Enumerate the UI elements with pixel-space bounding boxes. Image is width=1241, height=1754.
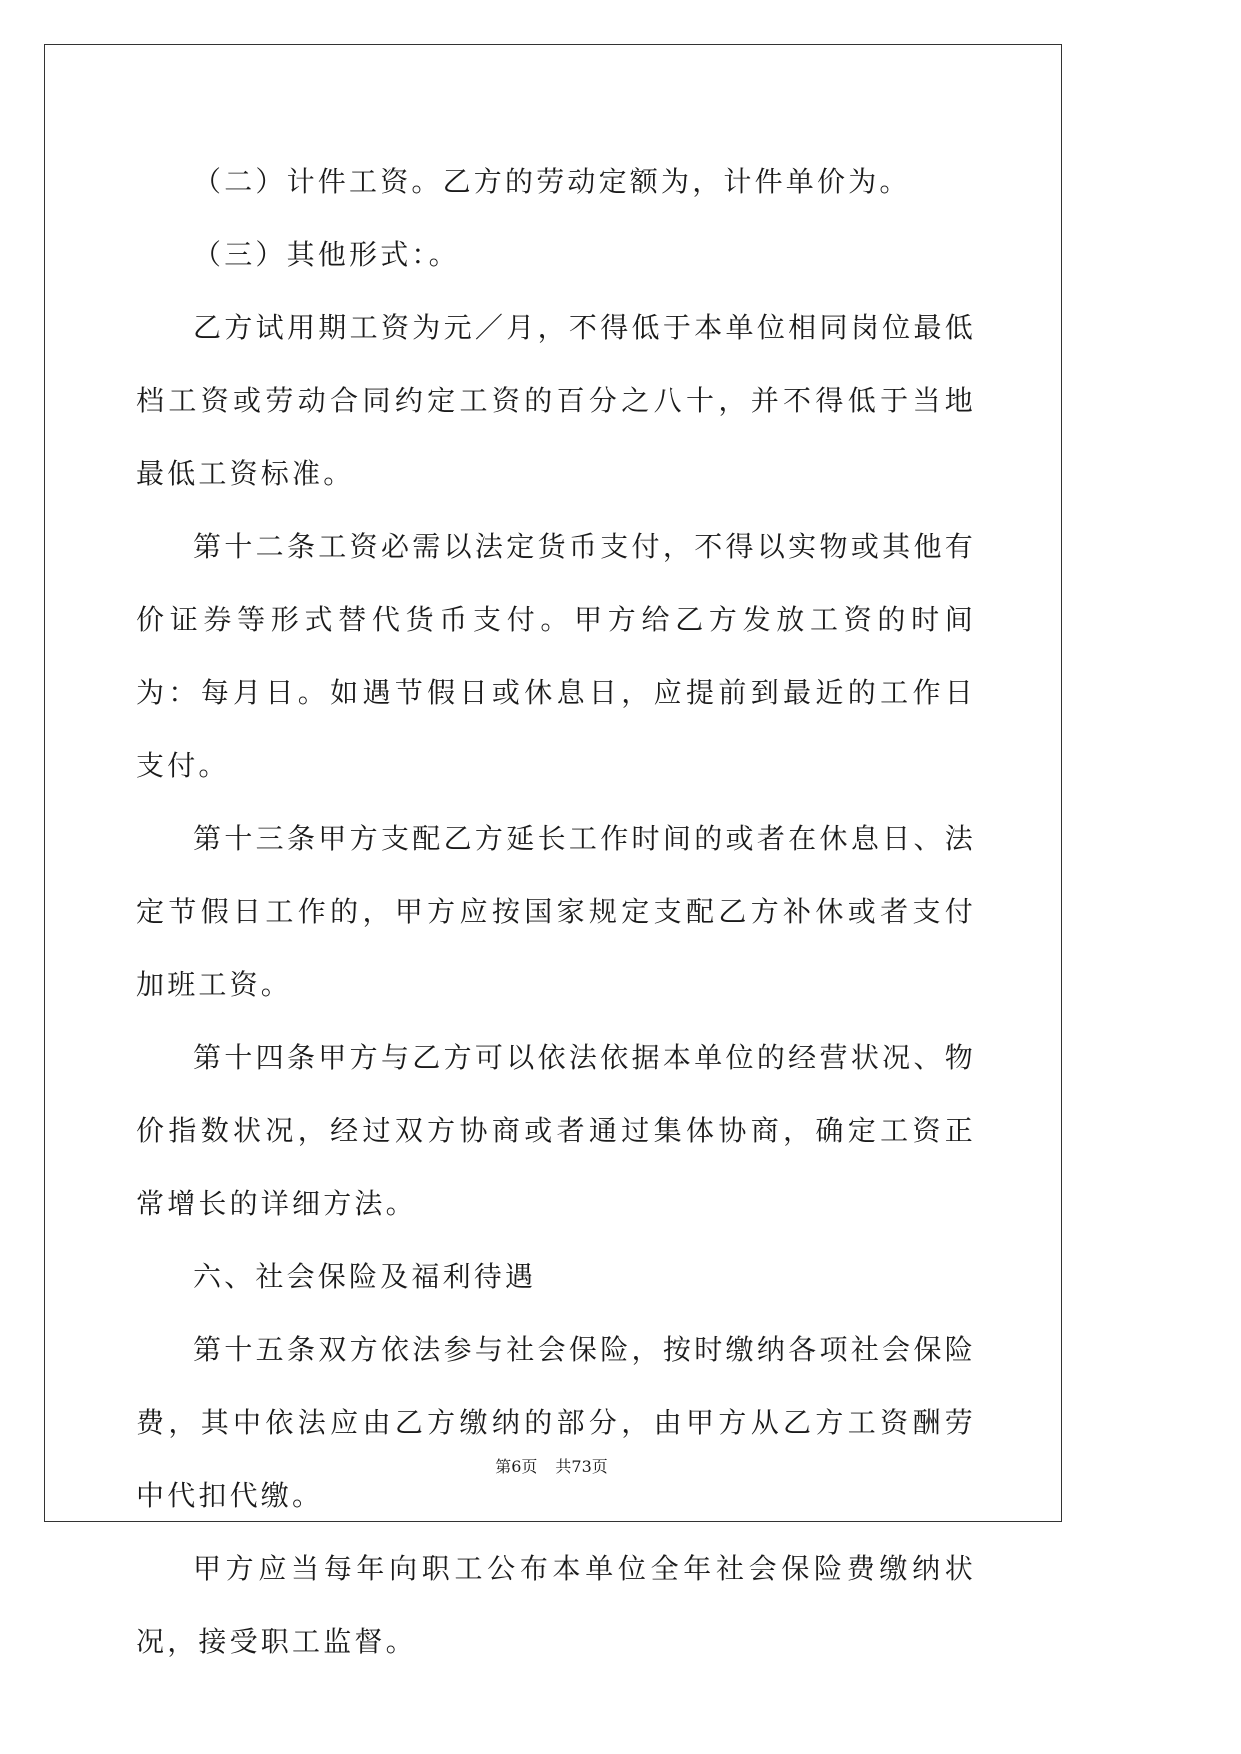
page-number: 第6页 xyxy=(495,1457,538,1476)
paragraph-probation-wage: 乙方试用期工资为元／月，不得低于本单位相同岗位最低档工资或劳动合同约定工资的百分之八十，并不得低于当地最低工资标准。 xyxy=(136,311,976,490)
paragraph-article-12: 第十二条工资必需以法定货币支付，不得以实物或其他有价证券等形式替代货币支付。甲方给乙方发放工资的时间为：每月日。如遇节假日或休息日，应提前到最近的工作日支付。 xyxy=(136,530,976,782)
paragraph-article-13: 第十三条甲方支配乙方延长工作时间的或者在休息日、法定节假日工作的，甲方应按国家规定支配乙方补休或者支付加班工资。 xyxy=(136,822,976,1001)
paragraph-article-14: 第十四条甲方与乙方可以依法依据本单位的经营状况、物价指数状况，经过双方协商或者通过集体协商，确定工资正常增长的详细方法。 xyxy=(136,1041,976,1220)
page-total: 共73页 xyxy=(555,1457,608,1476)
paragraph-piece-rate-wage: （二）计件工资。乙方的劳动定额为，计件单价为。 xyxy=(193,165,911,198)
page-footer xyxy=(0,1454,1103,1477)
paragraph-article-15: 第十五条双方依法参与社会保险，按时缴纳各项社会保险费，其中依法应由乙方缴纳的部分，由甲方从乙方工资酬劳中代扣代缴。 xyxy=(136,1333,976,1512)
section-heading-social-insurance: 六、社会保险及福利待遇 xyxy=(193,1260,537,1293)
paragraph-other-forms: （三）其他形式：。 xyxy=(193,238,460,271)
document-body xyxy=(136,145,976,1678)
paragraph-insurance-disclosure: 甲方应当每年向职工公布本单位全年社会保险费缴纳状况，接受职工监督。 xyxy=(136,1552,976,1658)
